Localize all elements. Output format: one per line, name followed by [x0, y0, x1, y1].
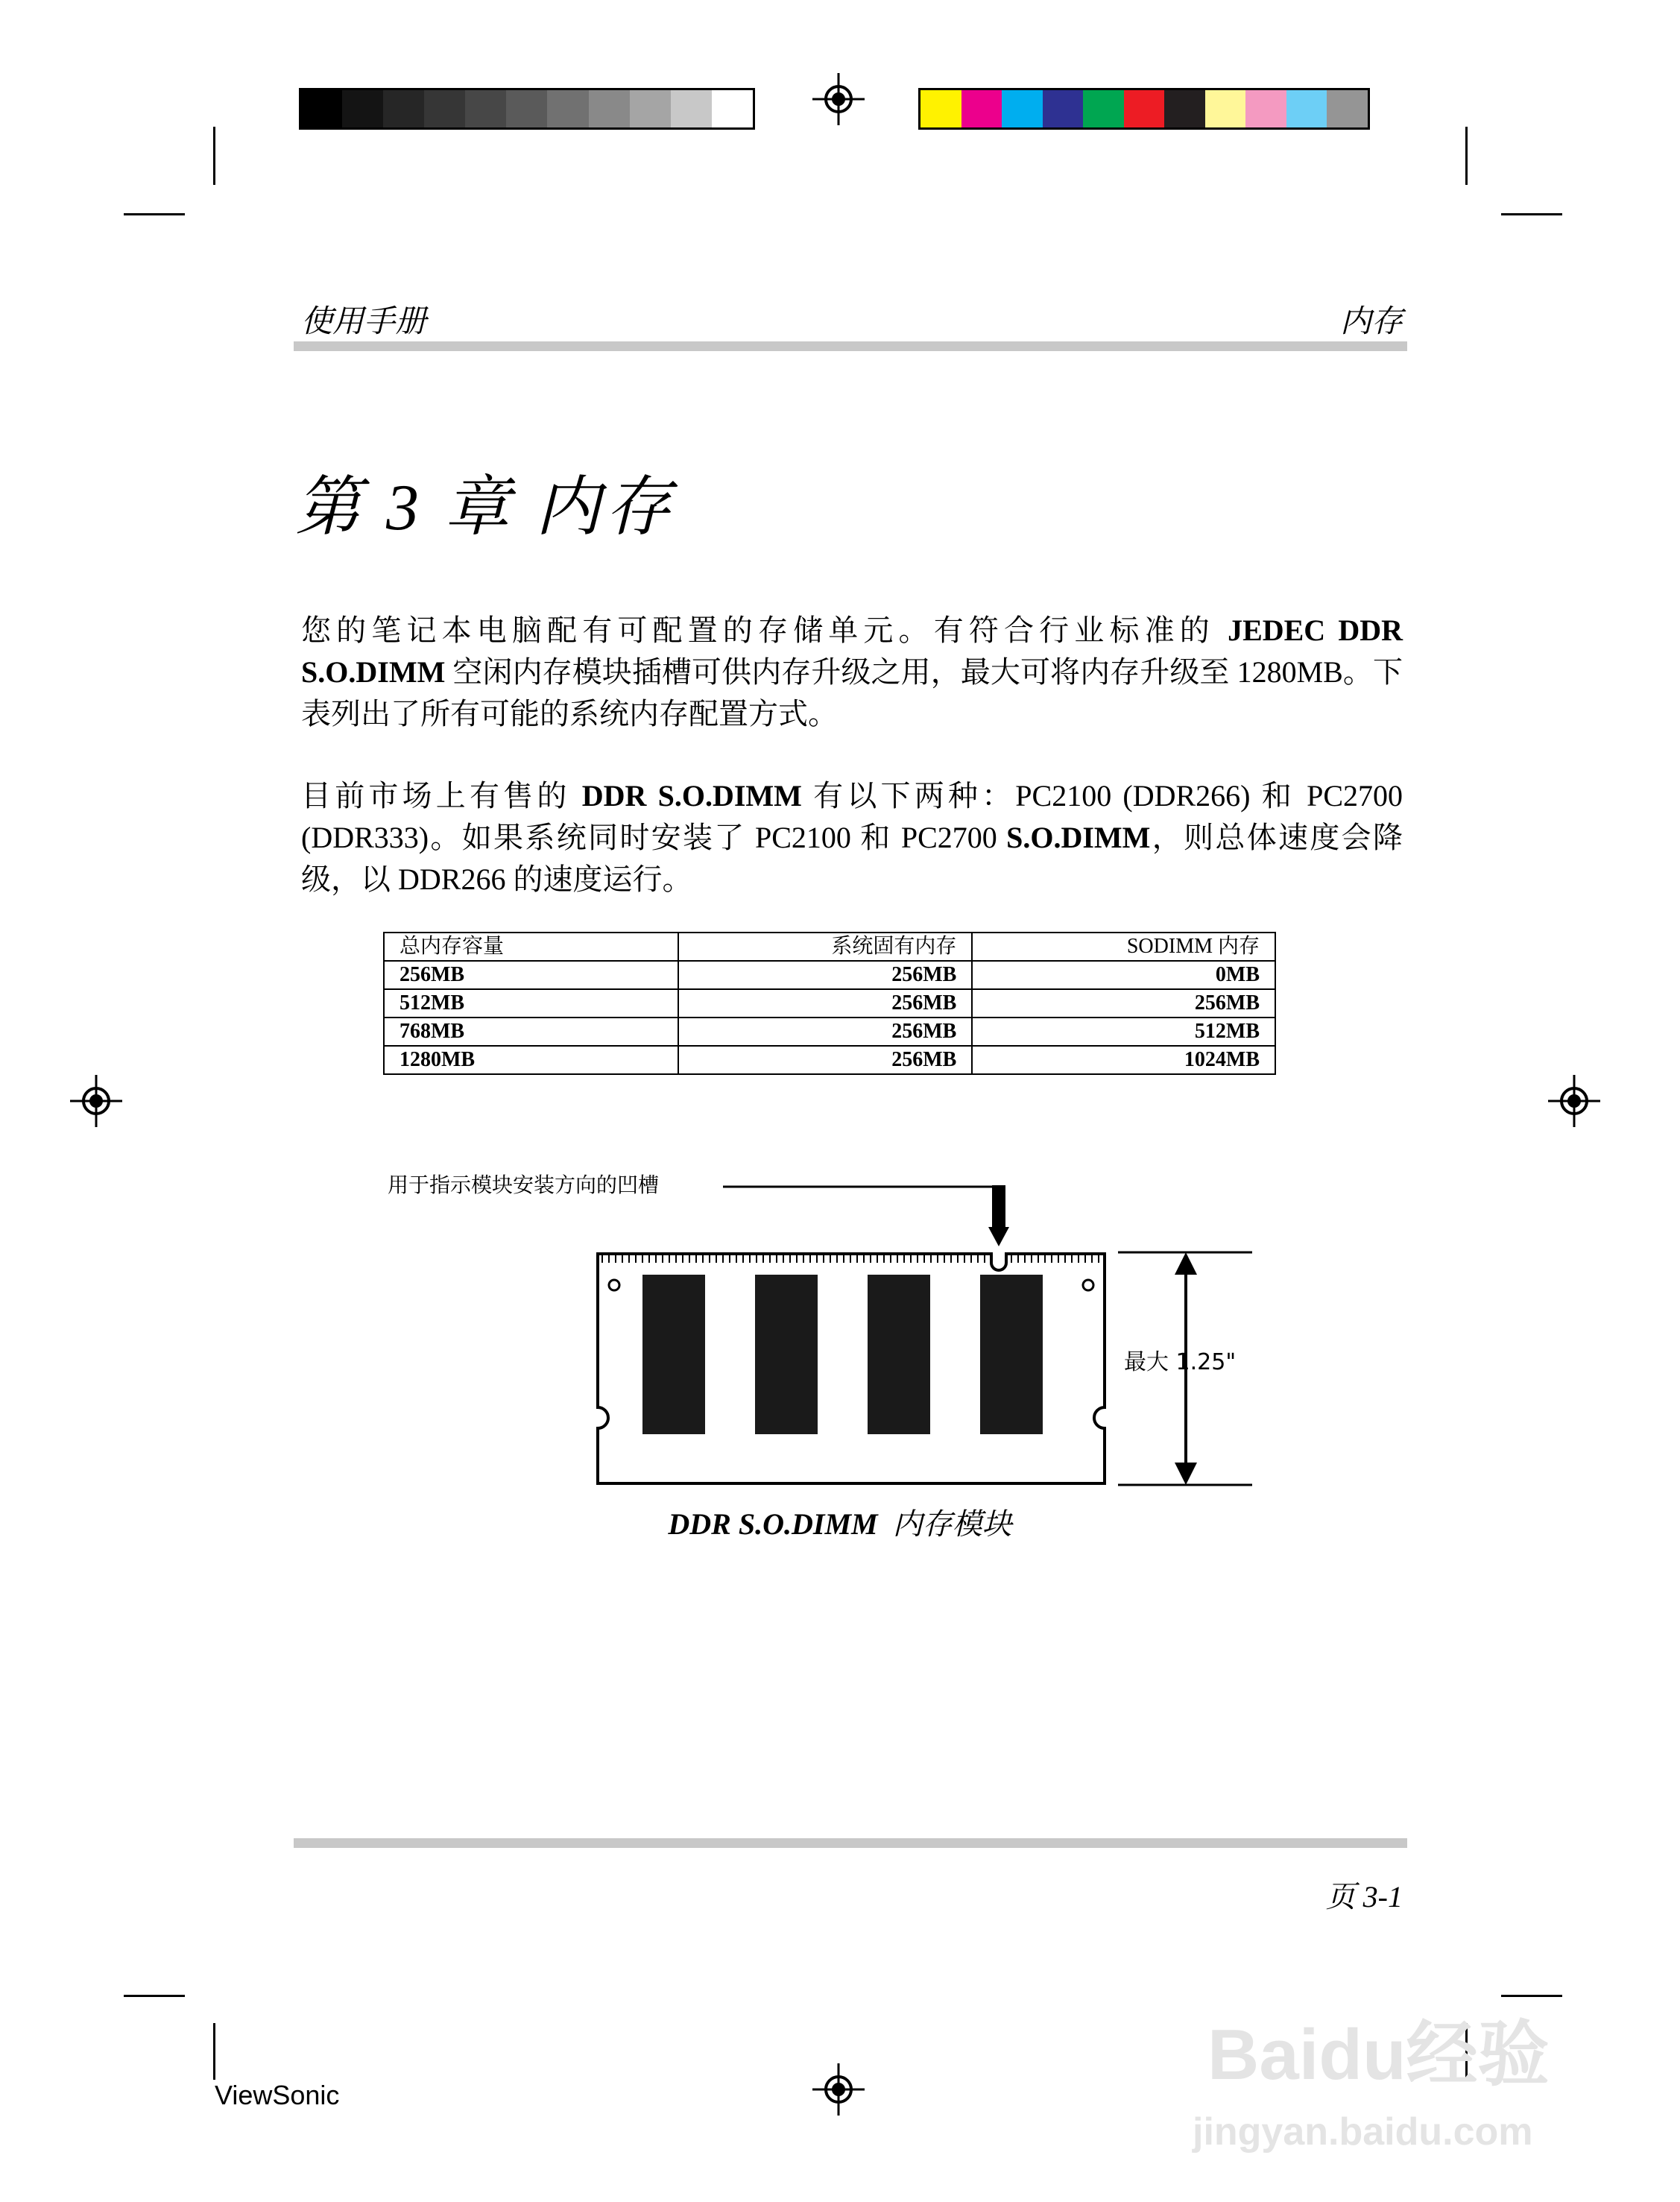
text: ，则总体速度会降级，以 DDR266 的速度运行。 — [301, 821, 1403, 896]
color-swatch — [630, 90, 671, 127]
gray-calibration-bar — [299, 88, 755, 130]
table-row — [384, 989, 1275, 1018]
bold-text: JEDEC DDR S.O.DIMM — [301, 613, 1403, 689]
header-left: 使用手册 — [301, 305, 427, 339]
text: 空闲内存模块插槽可供内存升级之用，最大可将内存升级至 1280MB。下表列出了所有可能的系统内存配置方式。 — [301, 655, 1403, 731]
table-cell: 0MB — [972, 961, 1275, 989]
color-swatch — [1002, 90, 1043, 127]
color-swatch — [712, 90, 753, 127]
registration-mark-left — [70, 1075, 122, 1127]
color-swatch — [424, 90, 465, 127]
height-label: 最大 1.25" — [1124, 1349, 1237, 1375]
table-cell: 512MB — [384, 989, 678, 1018]
color-swatch — [465, 90, 506, 127]
crop-mark — [124, 1995, 185, 1997]
color-swatch — [1124, 90, 1165, 127]
header-right: 内存 — [1339, 305, 1403, 339]
table-cell: 1024MB — [972, 1046, 1275, 1074]
table-header-row — [384, 933, 1275, 961]
color-swatch — [506, 90, 547, 127]
color-swatch — [1164, 90, 1205, 127]
bold-text: S.O.DIMM — [1006, 821, 1151, 854]
speed-paragraph — [301, 775, 1403, 900]
table-cell: 256MB — [384, 961, 678, 989]
color-swatch — [1083, 90, 1124, 127]
registration-mark-bottom — [812, 2063, 865, 2116]
table-cell: 256MB — [972, 989, 1275, 1018]
color-swatch — [1327, 90, 1368, 127]
column-header: 总内存容量 — [384, 933, 678, 961]
crop-mark — [213, 127, 215, 185]
crop-mark — [124, 213, 185, 215]
brand-name: ViewSonic — [215, 2080, 340, 2110]
table-cell: 512MB — [972, 1018, 1275, 1046]
table-cell: 256MB — [678, 989, 973, 1018]
column-header: 系统固有内存 — [678, 933, 973, 961]
footer-rule — [294, 1838, 1407, 1848]
table-row — [384, 961, 1275, 989]
diagram-caption — [0, 1501, 1680, 1543]
color-swatch — [1043, 90, 1084, 127]
bold-text: DDR S.O.DIMM — [581, 779, 802, 813]
color-swatch — [589, 90, 630, 127]
table-row — [384, 1046, 1275, 1074]
table-cell: 768MB — [384, 1018, 678, 1046]
caption-bold: DDR S.O.DIMM — [668, 1507, 878, 1541]
watermark-url: jingyan.baidu.com — [1193, 2110, 1533, 2154]
text: 您的笔记本电脑配有可配置的存储单元。有符合行业标准的 — [301, 613, 1228, 647]
text: 有以下两种：PC2100 (DDR266) 和 PC2700 (DDR333)。如果系统同时安装了 PC2100 和 PC2700 — [301, 779, 1403, 854]
table-cell: 1280MB — [384, 1046, 678, 1074]
color-swatch — [301, 90, 342, 127]
color-calibration-bar — [918, 88, 1370, 130]
color-swatch — [920, 90, 961, 127]
crop-mark — [1465, 127, 1468, 185]
crop-mark — [213, 2023, 215, 2080]
column-header: SODIMM 内存 — [972, 933, 1275, 961]
notch-label: 用于指示模块安装方向的凹槽 — [388, 1173, 660, 1197]
table-row — [384, 1018, 1275, 1046]
color-swatch — [671, 90, 712, 127]
color-swatch — [383, 90, 424, 127]
intro-paragraph — [301, 610, 1403, 735]
sodimm-diagram — [581, 1170, 1282, 1506]
chapter-title: 第 3 章 内存 — [295, 472, 676, 544]
text: 目前市场上有售的 — [301, 779, 582, 813]
color-swatch — [1245, 90, 1286, 127]
color-swatch — [1205, 90, 1246, 127]
table-cell: 256MB — [678, 1018, 973, 1046]
table-cell: 256MB — [678, 1046, 973, 1074]
color-swatch — [961, 90, 1002, 127]
memory-config-table — [383, 932, 1276, 1075]
color-swatch — [342, 90, 383, 127]
table-cell: 256MB — [678, 961, 973, 989]
crop-mark — [1501, 1995, 1562, 1997]
header-rule — [294, 341, 1407, 351]
registration-mark-right — [1548, 1075, 1600, 1127]
color-swatch — [1286, 90, 1327, 127]
watermark-logo: Baidu经验 — [1207, 2015, 1550, 2095]
caption-text: 内存模块 — [892, 1507, 1012, 1541]
page-number: 页 3-1 — [1325, 1880, 1403, 1914]
crop-mark — [1501, 213, 1562, 215]
registration-mark-top — [812, 73, 865, 125]
color-swatch — [547, 90, 588, 127]
